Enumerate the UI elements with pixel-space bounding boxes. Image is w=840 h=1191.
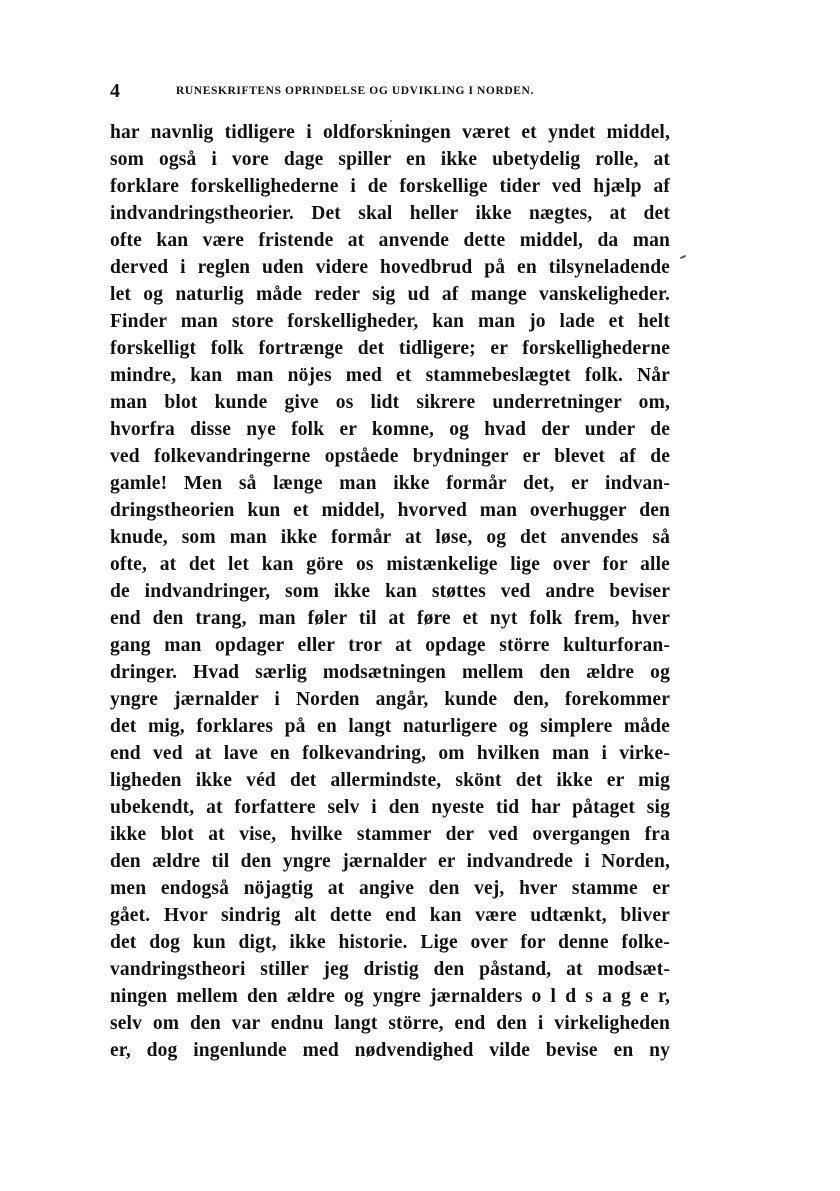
text-line: gået. Hvor sindrig alt dette end kan være udtænkt, bliver (110, 905, 670, 926)
text-line: forklare forskellighederne i de forskellige tider ved hjælp af (110, 176, 670, 197)
text-line: man blot kunde give os lidt sikrere underretninger om, (110, 392, 670, 413)
text-line: ofte kan være fristende at anvende dette middel, da man (110, 230, 670, 251)
body-text (110, 119, 670, 1064)
text-line: selv om den var endnu langt större, end den i virkeligheden (110, 1013, 670, 1034)
text-line: dringer. Hvad særlig modsætningen mellem den ældre og (110, 662, 670, 683)
text-line: men endogså nöjagtig at angive den vej, hver stamme er (110, 878, 670, 899)
text-line: knude, som man ikke formår at løse, og det anvendes så (110, 527, 670, 548)
text-line: det dog kun digt, ikke historie. Lige over for denne folke- (110, 932, 670, 953)
text-line: let og naturlig måde reder sig ud af mange vanskeligheder. (110, 284, 670, 305)
page-number: 4 (110, 80, 120, 102)
text-line: ved folkevandringerne opståede brydninger er blevet af de (110, 446, 670, 467)
text-line: det mig, forklares på en langt naturligere og simplere måde (110, 716, 670, 737)
text-line: hvorfra disse nye folk er komne, og hvad der under de (110, 419, 670, 440)
text-line: end ved at lave en folkevandring, om hvilken man i virke- (110, 743, 670, 764)
text-line: mindre, kan man nöjes med et stammebeslægtet folk. Når (110, 365, 670, 386)
running-head (110, 79, 670, 103)
text-line: vandringstheori stiller jeg dristig den påstand, at modsæt- (110, 959, 670, 980)
text-line: forskelligt folk fortrænge det tidligere; er forskellighederne (110, 338, 670, 359)
text-line: yngre jærnalder i Norden angår, kunde den, forekommer (110, 689, 670, 710)
text-line: Finder man store forskelligheder, kan man jo lade et helt (110, 311, 670, 332)
text-line: den ældre til den yngre jærnalder er indvandrede i Norden, (110, 851, 670, 872)
text-line: som også i vore dage spiller en ikke ubetydelig rolle, at (110, 149, 670, 170)
text-line: ligheden ikke véd det allermindste, skönt det ikke er mig (110, 770, 670, 791)
text-line: gang man opdager eller tror at opdage större kulturforan- (110, 635, 670, 656)
text-line: ubekendt, at forfattere selv i den nyeste tid har påtaget sig (110, 797, 670, 818)
margin-mark (680, 255, 686, 259)
text-line: har navnlig tidligere i oldforskningen været et yndet middel, (110, 122, 670, 143)
text-line: end den trang, man føler til at føre et nyt folk frem, hver (110, 608, 670, 629)
text-line: derved i reglen uden videre hovedbrud på en tilsyneladende (110, 257, 670, 278)
text-line: indvandringstheorier. Det skal heller ikke nægtes, at det (110, 203, 670, 224)
text-line: de indvandringer, som ikke kan støttes ved andre beviser (110, 581, 670, 602)
running-title: RUNESKRIFTENS OPRINDELSE OG UDVIKLING I NORDEN. (176, 85, 534, 97)
text-line: ikke blot at vise, hvilke stammer der ved overgangen fra (110, 824, 670, 845)
text-line: ofte, at det let kan göre os mistænkelige lige over for alle (110, 554, 670, 575)
text-line: dringstheorien kun et middel, hvorved man overhugger den (110, 500, 670, 521)
text-line: ningen mellem den ældre og yngre jærnalders o l d s a g e r, (110, 986, 670, 1007)
text-line: gamle! Men så længe man ikke formår det, er indvan- (110, 473, 670, 494)
text-line: er, dog ingenlunde med nødvendighed vilde bevise en ny (110, 1040, 670, 1061)
